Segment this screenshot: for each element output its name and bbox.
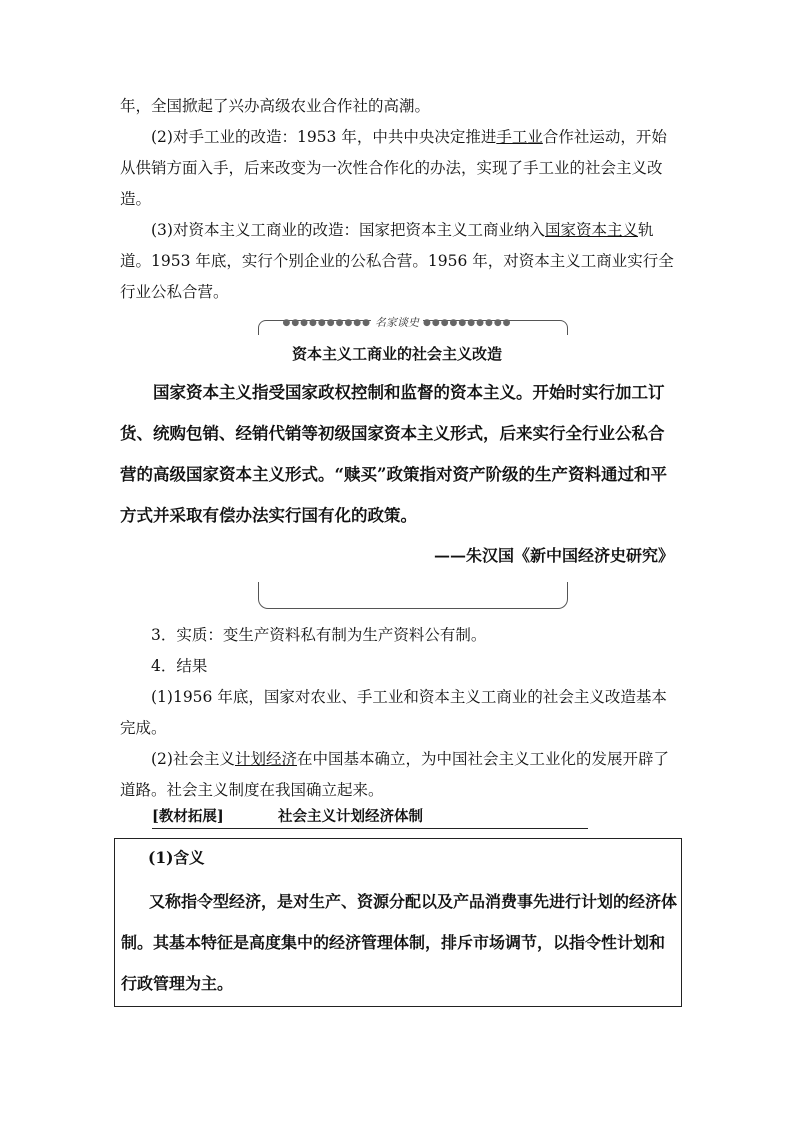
- result1-text: (1)1956 年底，国家对农业、手工业和资本主义工商业的社会主义改造基本完成。: [120, 688, 667, 737]
- result2-prefix: (2)社会主义: [151, 750, 235, 768]
- item3-text: 3．实质：变生产资料私有制为生产资料公有制。: [151, 626, 487, 644]
- paragraph-capitalist-industry: [120, 215, 675, 308]
- result-2: [120, 744, 675, 806]
- extension-subheading: (1)含义: [148, 848, 205, 867]
- para2-prefix: (2)对手工业的改造：1953 年，中共中央决定推进: [151, 128, 497, 146]
- para3-underlined-term: 国家资本主义: [544, 221, 638, 239]
- para1-text: 年，全国掀起了兴办高级农业合作社的高潮。: [120, 97, 431, 115]
- result2-underlined-term: 计划经济: [234, 750, 297, 768]
- item-result-heading: [120, 651, 675, 682]
- para3-suffix: 轨道。1953 年底，实行个别企业的公私合营。1956 年，对资本主义工商业实行全行业公私合营。: [120, 221, 674, 301]
- sidebar-title: 资本主义工商业的社会主义改造: [291, 345, 502, 363]
- para3-prefix: (3)对资本主义工商业的改造：国家把资本主义工商业纳入: [151, 221, 545, 239]
- paragraph-handicraft: [120, 122, 675, 215]
- sidebar-tag: ●●●●●●●●●● 名家谈史 ●●●●●●●●●●: [282, 316, 512, 329]
- item-essence: [120, 620, 675, 651]
- result-1: [120, 682, 675, 744]
- extension-body: 又称指令型经济，是对生产、资源分配以及产品消费事先进行计划的经济体制。其基本特征是高度集中的经济管理体制，排斥市场调节，以指令性计划和行政管理为主。: [121, 892, 678, 993]
- extension-title: 社会主义计划经济体制: [278, 808, 423, 825]
- paragraph-cooperative-climax: [120, 91, 675, 122]
- extension-header: [152, 806, 588, 829]
- sidebar-frame-bottom: [258, 582, 568, 609]
- para2-suffix: 合作社运动，开始从供销方面入手，后来改变为一次性合作化的办法，实现了手工业的社会主义改造。: [120, 128, 667, 208]
- item4-text: 4．结果: [151, 657, 208, 675]
- result2-suffix: 在中国基本确立，为中国社会主义工业化的发展开辟了道路。社会主义制度在我国确立起来。: [120, 750, 669, 799]
- sidebar-tag-label: 名家谈史: [371, 316, 423, 329]
- sidebar-attribution: ——朱汉国《新中国经济史研究》: [433, 546, 674, 565]
- extension-box: [114, 838, 682, 1007]
- extension-label: [教材拓展]: [152, 808, 224, 825]
- sidebar-body: 国家资本主义指受国家政权控制和监督的资本主义。开始时实行加工订货、统购包销、经销代销等初级国家资本主义形式，后来实行全行业公私合营的高级国家资本主义形式。“赎买”政策指对资产阶级的生产资料通过和平方式并采取有偿办法实行国有化的政策。: [120, 383, 667, 525]
- para2-underlined-term: 手工业: [496, 128, 543, 146]
